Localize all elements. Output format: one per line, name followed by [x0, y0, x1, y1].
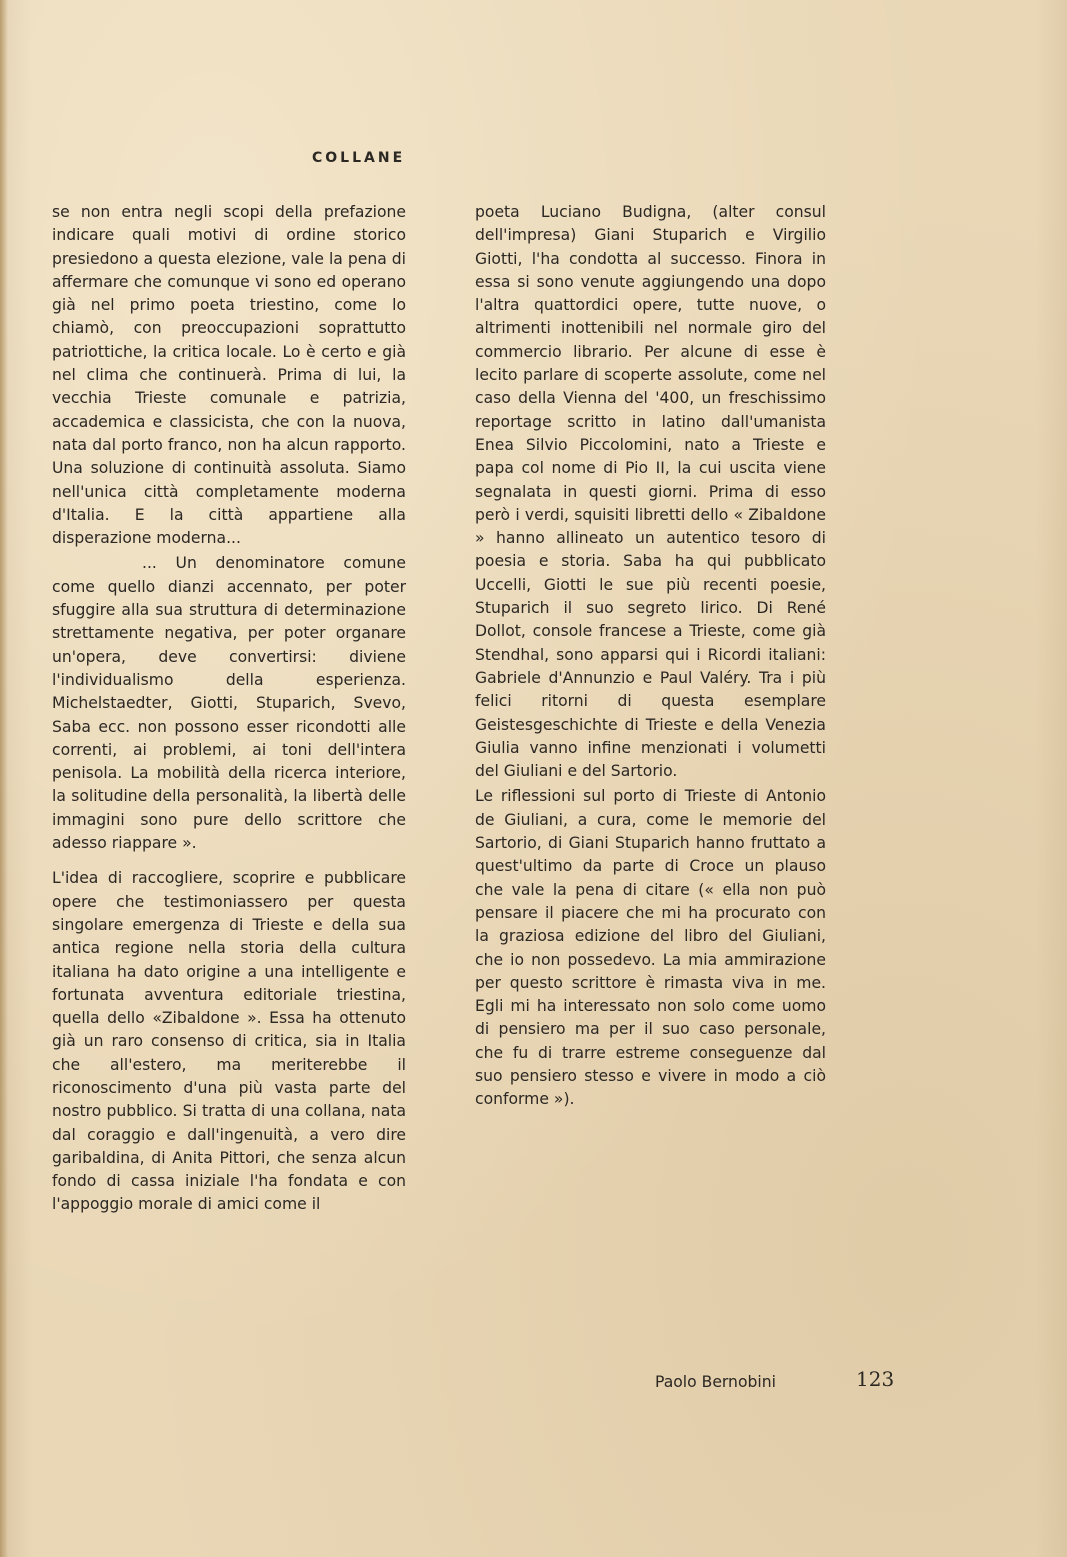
author-signature: Paolo Bernobini	[655, 1373, 776, 1391]
right-column	[475, 201, 826, 1112]
page-number: 123	[856, 1367, 895, 1391]
left-column	[52, 201, 406, 1217]
left-paragraph-3: L'idea di raccogliere, scoprire e pubblicare opere che testimoniassero per questa singolare emergenza di Trieste e della sua antica regione nella storia della cultura italiana ha dato origine a una intelligente e fortunata avventura editoriale triestina, quella dello «Zibaldone ». Essa ha ottenuto già un raro consenso di critica, sia in Italia che all'estero, ma meriterebbe il riconoscimento d'una più vasta parte del nostro pubblico. Si tratta di una collana, nata dal coraggio e dall'ingenuità, a vero dire garibaldina, di Anita Pittori, che senza alcun fondo di cassa iniziale l'ha fondata e con l'appoggio morale di amici come il	[52, 869, 406, 1214]
left-paragraph-2: ... Un denominatore comune come quello dianzi accennato, per poter sfuggire alla sua struttura di determinazione strettamente negativa, per poter organare un'opera, deve convertirsi: diviene l'individualismo della esperienza. Michelstaedter, Giotti, Stuparich, Svevo, Saba ecc. non possono esser ricondotti alle correnti, ai problemi, ai toni dell'intera penisola. La mobilità della ricerca interiore, la solitudine della personalità, la libertà delle immagini sono pure dello scrittore che adesso riappare ».	[52, 554, 406, 853]
right-paragraph-2: Le riflessioni sul porto di Trieste di Antonio de Giuliani, a cura, come le memorie del Sartorio, di Giani Stuparich hanno fruttato a quest'ultimo da parte di Croce un plauso che vale la pena di citare (« ella non può pensare il piacere che mi ha procurato con la graziosa edizione del libro del Giuliani, che io non possedevo. La mia ammirazione per questo scrittore è rimasta viva in me. Egli mi ha interessato non solo come uomo di pensiero ma per il suo caso personale, che fu di trarre estreme conseguenze dal suo pensiero stesso e vivere in modo a ciò conforme »).	[475, 787, 826, 1109]
left-paragraph-1: se non entra negli scopi della prefazione indicare quali motivi di ordine storico presiedono a questa elezione, vale la pena di affermare che comunque vi sono ed operano già nel primo poeta triestino, come lo chiamò, con preoccupazioni soprattutto patriottiche, la critica locale. Lo è certo e già nel clima che continuerà. Prima di lui, la vecchia Trieste comunale e patrizia, accademica e classicista, che con la nuova, nata dal porto franco, non ha alcun rapporto. Una soluzione di continuità assoluta. Siamo nell'unica città completamente moderna d'Italia. E la città appartiene alla disperazione moderna...	[52, 203, 406, 548]
page-edge	[0, 0, 8, 1557]
right-paragraph-1: poeta Luciano Budigna, (alter consul dell'impresa) Giani Stuparich e Virgilio Giotti, l'ha condotta al successo. Finora in essa si sono venute aggiungendo una dopo l'altra quattordici opere, tutte nuove, o altrimenti inottenibili nel normale giro del commercio librario. Per alcune di esse è lecito parlare di scoperte assolute, come nel caso della Vienna del '400, un freschissimo reportage scritto in latino dall'umanista Enea Silvio Piccolomini, nato a Trieste e papa col nome di Pio II, la cui uscita viene segnalata in questi giorni. Prima di esso però i verdi, squisiti libretti dello « Zibaldone » hanno allineato un autentico tesoro di poesia e storia. Saba ha qui pubblicato Uccelli, Giotti le sue più recenti poesie, Stuparich il suo segreto lirico. Di René Dollot, console francese a Trieste, come già Stendhal, sono apparsi qui i Ricordi italiani: Gabriele d'Annunzio e Paul Valéry. Tra i più felici ritorni di questa esemplare Geistesgeschichte di Trieste e della Venezia Giulia vanno infine menzionati i volumetti del Giuliani e del Sartorio.	[475, 203, 826, 781]
running-title: COLLANE	[312, 150, 406, 166]
